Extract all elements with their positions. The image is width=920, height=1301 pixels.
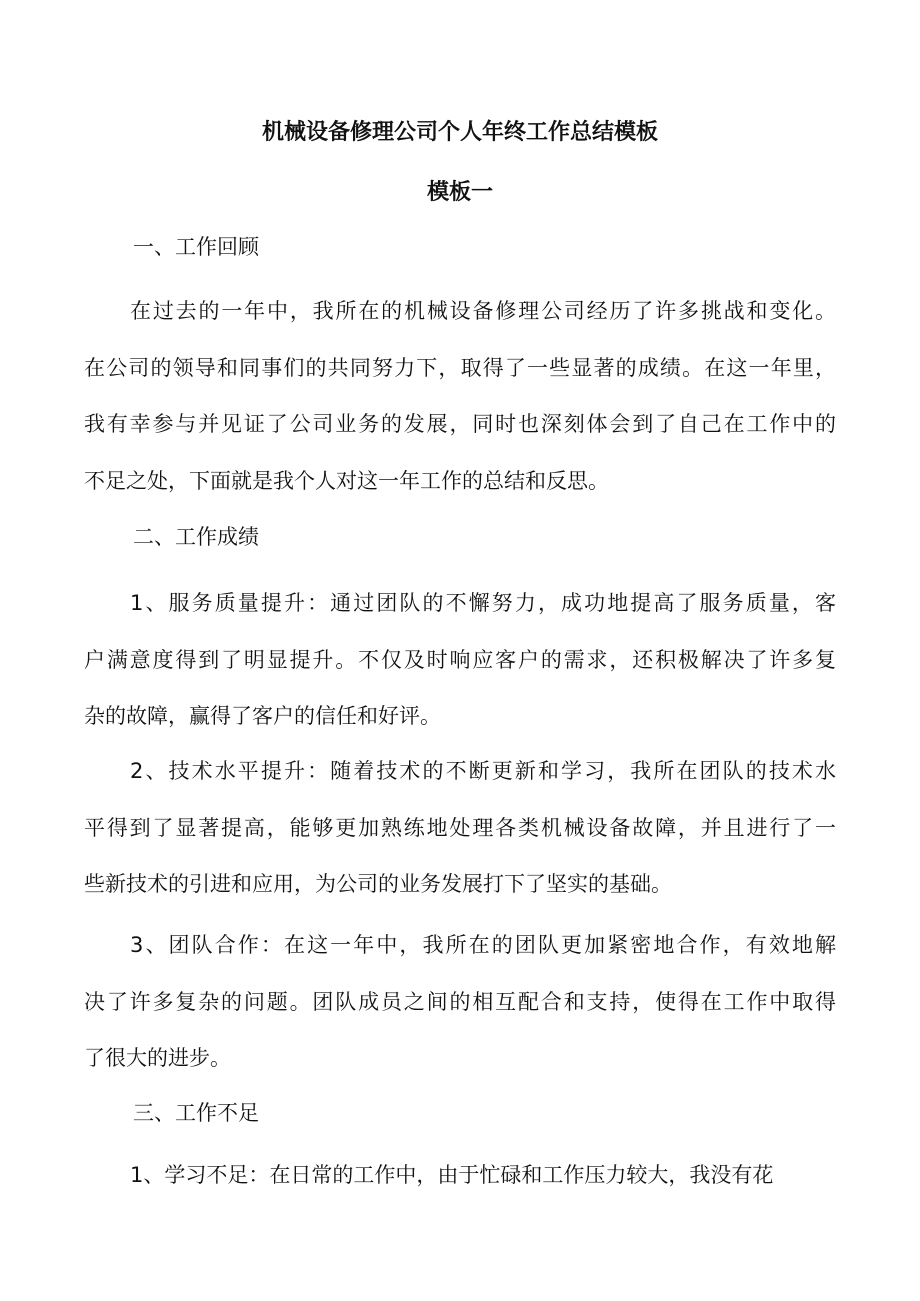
paragraph-line: 决了许多复杂的问题。团队成员之间的相互配合和支持，使得在工作中取得 [84,989,836,1014]
paragraph-line: 2、技术水平提升：随着技术的不断更新和学习，我所在团队的技术水 [130,759,836,783]
paragraph-line: 不足之处，下面就是我个人对这一年工作的总结和反思。 [84,468,609,493]
paragraph-line: 1、服务质量提升：通过团队的不懈努力，成功地提高了服务质量，客 [130,591,836,615]
paragraph-line: 1、学习不足：在日常的工作中，由于忙碌和工作压力较大，我没有花 [130,1163,774,1187]
section-heading: 二、工作成绩 [133,525,259,549]
paragraph-line: 杂的故障，赢得了客户的信任和好评。 [84,704,441,728]
paragraph-line: 我有幸参与并见证了公司业务的发展，同时也深刻体会到了自己在工作中的 [84,412,836,436]
document-subtitle: 模板一 [426,180,493,205]
paragraph-line: 平得到了显著提高，能够更加熟练地处理各类机械设备故障，并且进行了一 [84,815,836,840]
section-heading: 三、工作不足 [133,1101,259,1125]
paragraph-line: 在公司的领导和同事们的共同努力下，取得了一些显著的成绩。在这一年里， [84,355,836,380]
paragraph-line: 在过去的一年中，我所在的机械设备修理公司经历了许多挑战和变化。 [130,299,836,323]
paragraph-line: 些新技术的引进和应用，为公司的业务发展打下了坚实的基础。 [84,872,672,896]
document-title: 机械设备修理公司个人年终工作总结模板 [261,120,658,145]
section-heading: 一、工作回顾 [133,235,259,259]
paragraph-line: 3、团队合作：在这一年中，我所在的团队更加紧密地合作，有效地解 [130,933,836,957]
paragraph-line: 了很大的进步。 [84,1046,231,1070]
paragraph-line: 户满意度得到了明显提升。不仅及时响应客户的需求，还积极解决了许多复 [84,647,836,672]
